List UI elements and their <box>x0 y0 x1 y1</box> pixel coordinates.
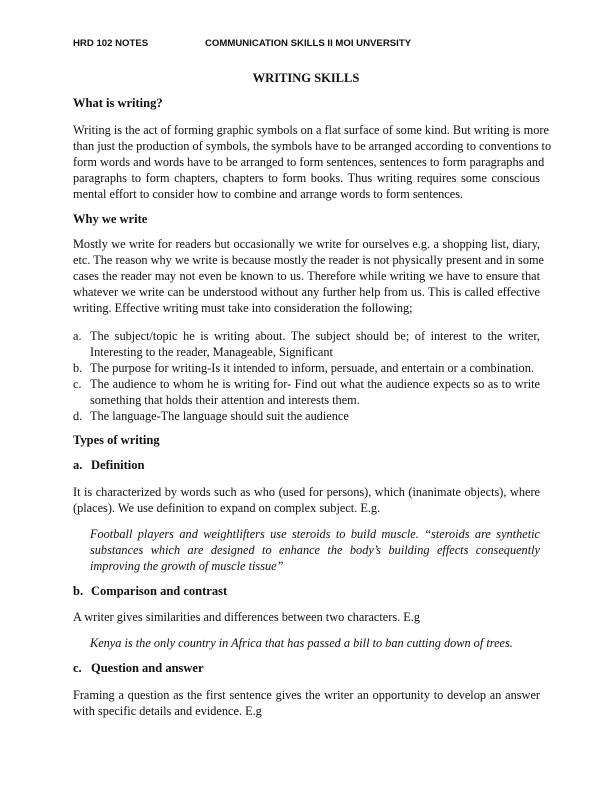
text-line: improving the growth of muscle tissue” <box>90 559 284 573</box>
subheading-marker: a. <box>73 458 83 472</box>
text-line: writing. Effective writing must take into consideration the following; <box>73 301 413 315</box>
list-marker: c. <box>73 377 82 391</box>
paragraph-why-we-write <box>73 236 545 316</box>
subheading-question <box>73 661 204 676</box>
text-line: cases the reader may not even be known to us. Therefore while writing we have to ensure that <box>73 269 540 283</box>
list-item-text <box>90 360 540 376</box>
text-line: substances which are designed to enhance the body’s building effects consequently <box>90 543 540 557</box>
text-line: It is characterized by words such as who (used for persons), which (inanimate objects), where <box>73 485 540 499</box>
text-line: Framing a question as the first sentence gives the writer an opportunity to develop an answer <box>73 688 540 702</box>
header-course-code: HRD 102 NOTES <box>73 38 149 49</box>
example-definition <box>90 526 540 574</box>
list-marker: a. <box>73 329 82 343</box>
subheading-marker: c. <box>73 661 82 675</box>
subheading-text: Definition <box>91 458 145 472</box>
page-title: WRITING SKILLS <box>252 71 360 85</box>
text-line: with specific details and evidence. E.g <box>73 704 262 718</box>
subheading-comparison <box>73 584 227 599</box>
text-line: something that holds their attention and interests them. <box>90 393 360 407</box>
text-line: mental effort to consider how to combine and arrange words to form sentences. <box>73 187 464 201</box>
list-item-text <box>90 408 540 424</box>
subheading-definition <box>73 458 144 473</box>
text-line: The purpose for writing-Is it intended to inform, persuade, and entertain or a combination. <box>90 361 534 375</box>
list-marker: b. <box>73 361 83 375</box>
text-line: The subject/topic he is writing about. The subject should be; of interest to the writer, <box>90 329 540 343</box>
paragraph-what-is-writing <box>73 122 552 202</box>
paragraph-question <box>73 687 540 719</box>
list-item-text <box>90 328 540 360</box>
example-comparison <box>90 635 540 651</box>
text-line: Mostly we write for readers but occasionally we write for ourselves e.g. a shopping list, diary, <box>73 237 540 251</box>
paragraph-definition <box>73 484 540 516</box>
text-line: A writer gives similarities and differences between two characters. E.g <box>73 610 421 624</box>
subheading-text: Question and answer <box>91 661 204 675</box>
text-line: whatever we write can be understood without any further help from us. This is called effective <box>73 285 540 299</box>
subheading-marker: b. <box>73 584 84 598</box>
heading-why-we-write: Why we write <box>73 212 148 226</box>
text-line: etc. The reason why we write is because mostly the reader is not physically present and in some <box>73 253 545 267</box>
heading-what-is-writing: What is writing? <box>73 96 163 110</box>
paragraph-comparison <box>73 609 540 625</box>
text-line: The language-The language should suit the audience <box>90 409 349 423</box>
heading-types-of-writing: Types of writing <box>73 433 160 447</box>
list-item-text <box>90 376 540 408</box>
text-line: paragraphs to form chapters, chapters to form books. Thus writing requires some conscious <box>73 171 540 185</box>
text-line: Interesting to the reader, Manageable, Significant <box>90 345 333 359</box>
text-line: form words and words have to be arranged to form sentences, sentences to form paragraphs and <box>73 155 545 169</box>
subheading-text: Comparison and contrast <box>91 584 228 598</box>
text-line: than just the production of symbols, the symbols have to be arranged according to conventions to <box>73 139 552 153</box>
text-line: (places). We use definition to expand on complex subject. E.g. <box>73 501 381 515</box>
text-line: Writing is the act of forming graphic symbols on a flat surface of some kind. But writing is more <box>73 123 549 137</box>
header-course-title: COMMUNICATION SKILLS II MOI UNVERSITY <box>205 38 412 49</box>
list-marker: d. <box>73 409 83 423</box>
text-line: Football players and weightlifters use steroids to build muscle. “steroids are synthetic <box>90 527 540 541</box>
text-line: The audience to whom he is writing for- Find out what the audience expects so as to write <box>90 377 540 391</box>
text-line: Kenya is the only country in Africa that has passed a bill to ban cutting down of trees. <box>90 636 513 650</box>
